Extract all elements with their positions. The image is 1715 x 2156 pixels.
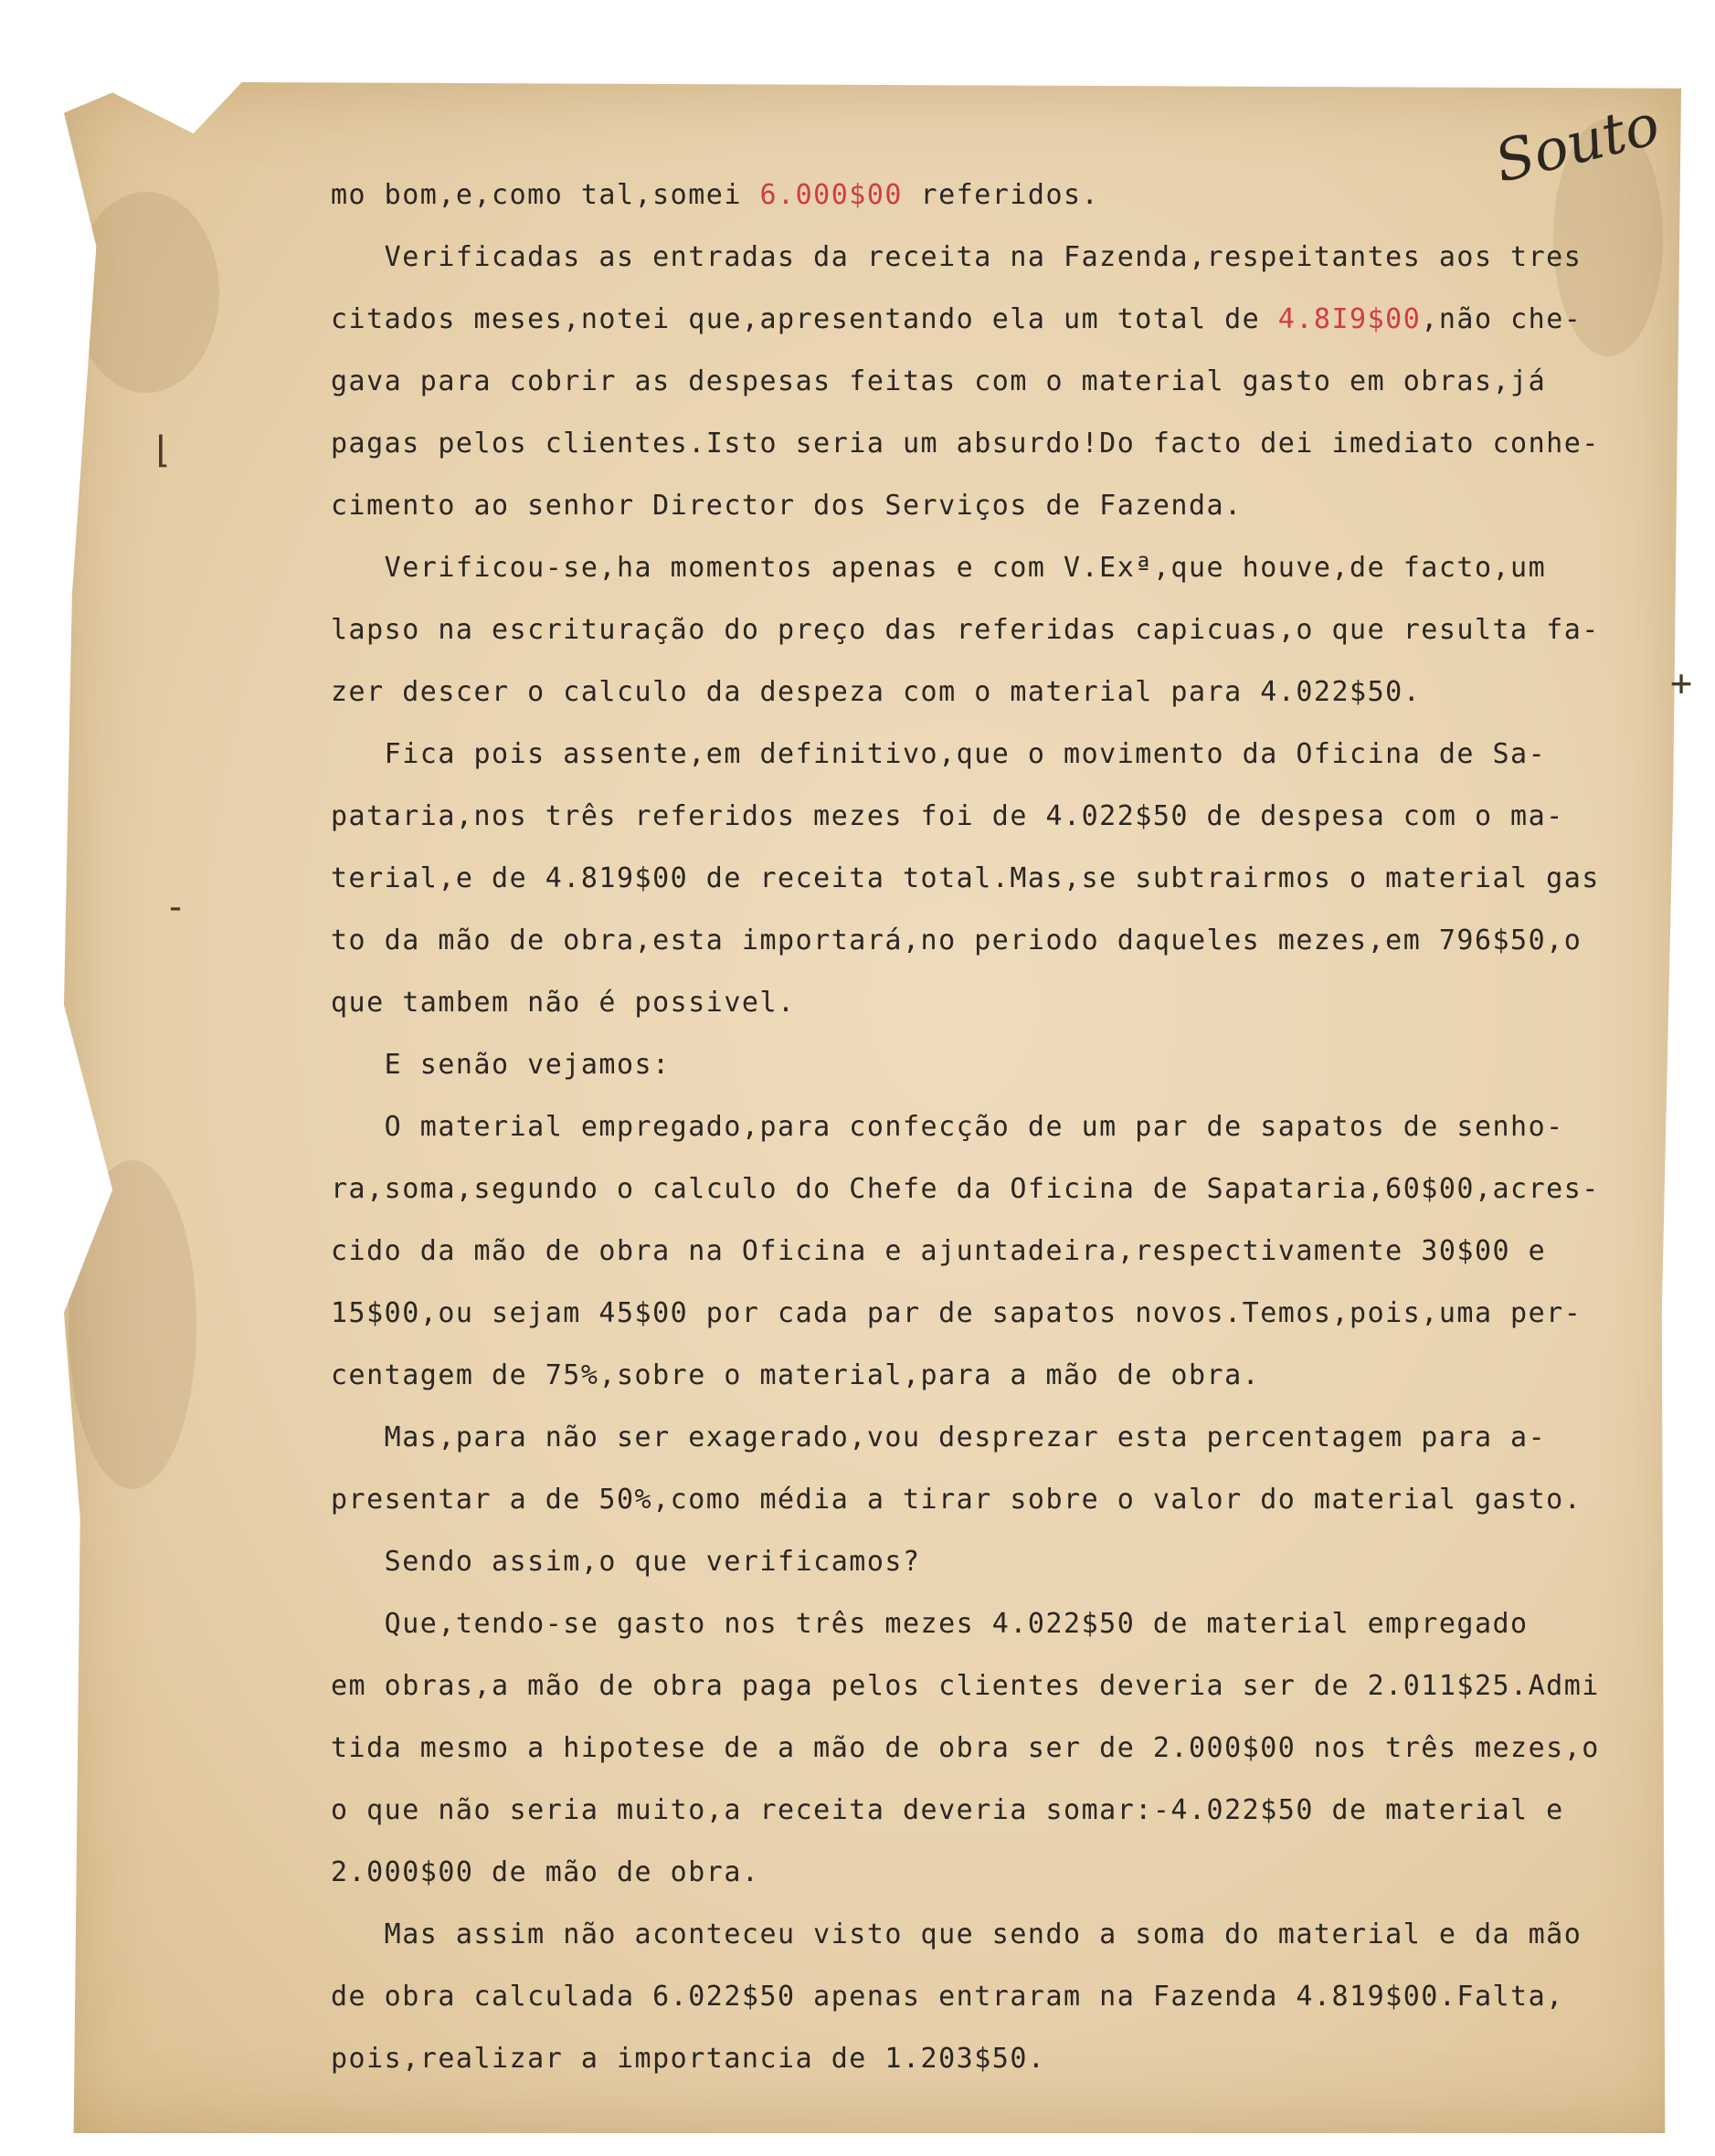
- text-line: Fica pois assente,em definitivo,que o movimento da Oficina de Sa-: [331, 738, 1547, 770]
- text-line: cido da mão de obra na Oficina e ajuntadeira,respectivamente 30$00 e: [331, 1235, 1547, 1267]
- typed-letter-body: [331, 164, 1674, 2090]
- text-line: citados meses,notei que,apresentando ela um total de 4.8I9$00,não che-: [331, 303, 1583, 335]
- text-line: que tambem não é possivel.: [331, 987, 796, 1019]
- text-line: de obra calculada 6.022$50 apenas entraram na Fazenda 4.819$00.Falta,: [331, 1981, 1564, 2013]
- text-line: pataria,nos três referidos mezes foi de 4.022$50 de despesa com o ma-: [331, 800, 1564, 832]
- text-line: gava para cobrir as despesas feitas com o material gasto em obras,já: [331, 365, 1547, 397]
- text-line: em obras,a mão de obra paga pelos clientes deveria ser de 2.011$25.Admi: [331, 1670, 1600, 1702]
- text-line: terial,e de 4.819$00 de receita total.Mas,se subtrairmos o material gas: [331, 862, 1600, 894]
- pen-mark: ⌊: [151, 429, 174, 471]
- text-line: 15$00,ou sejam 45$00 por cada par de sapatos novos.Temos,pois,uma per-: [331, 1297, 1583, 1329]
- text-line: pagas pelos clientes.Isto seria um absurdo!Do facto dei imediato conhe-: [331, 428, 1600, 460]
- text-line: tida mesmo a hipotese de a mão de obra ser de 2.000$00 nos três mezes,o: [331, 1732, 1600, 1764]
- text-line: cimento ao senhor Director dos Serviços de Fazenda.: [331, 490, 1243, 522]
- water-stain: [73, 192, 219, 393]
- text-line: Sendo assim,o que verificamos?: [331, 1546, 921, 1578]
- pen-mark: -: [164, 886, 187, 928]
- text-line: Mas assim não aconteceu visto que sendo a soma do material e da mão: [331, 1918, 1583, 1950]
- text-line: presentar a de 50%,como média a tirar sobre o valor do material gasto.: [331, 1484, 1583, 1516]
- text-line: E senão vejamos:: [331, 1049, 671, 1081]
- text-line: lapso na escrituração do preço das referidas capicuas,o que resulta fa-: [331, 614, 1600, 646]
- pen-mark: +: [1670, 662, 1693, 704]
- text-line: centagem de 75%,sobre o material,para a mão de obra.: [331, 1359, 1261, 1391]
- text-line: ra,soma,segundo o calculo do Chefe da Oficina de Sapataria,60$00,acres-: [331, 1173, 1600, 1205]
- text-line: 2.000$00 de mão de obra.: [331, 1856, 760, 1888]
- text-line: Verificadas as entradas da receita na Fazenda,respeitantes aos tres: [331, 241, 1583, 273]
- text-line: zer descer o calculo da despeza com o material para 4.022$50.: [331, 676, 1422, 708]
- text-line: pois,realizar a importancia de 1.203$50.: [331, 2043, 1046, 2075]
- text-line: mo bom,e,como tal,somei 6.000$00 referidos.: [331, 179, 1100, 211]
- text-line: Que,tendo-se gasto nos três mezes 4.022$50 de material empregado: [331, 1608, 1529, 1640]
- text-line: O material empregado,para confecção de um par de sapatos de senho-: [331, 1111, 1564, 1143]
- text-line: Mas,para não ser exagerado,vou desprezar esta percentagem para a-: [331, 1421, 1547, 1453]
- handwritten-signature: Souto: [1487, 90, 1667, 196]
- text-line: o que não seria muito,a receita deveria somar:-4.022$50 de material e: [331, 1794, 1564, 1826]
- water-stain: [69, 1160, 196, 1489]
- text-line: to da mão de obra,esta importará,no periodo daqueles mezes,em 796$50,o: [331, 925, 1583, 956]
- text-line: Verificou-se,ha momentos apenas e com V.Exª,que houve,de facto,um: [331, 552, 1547, 584]
